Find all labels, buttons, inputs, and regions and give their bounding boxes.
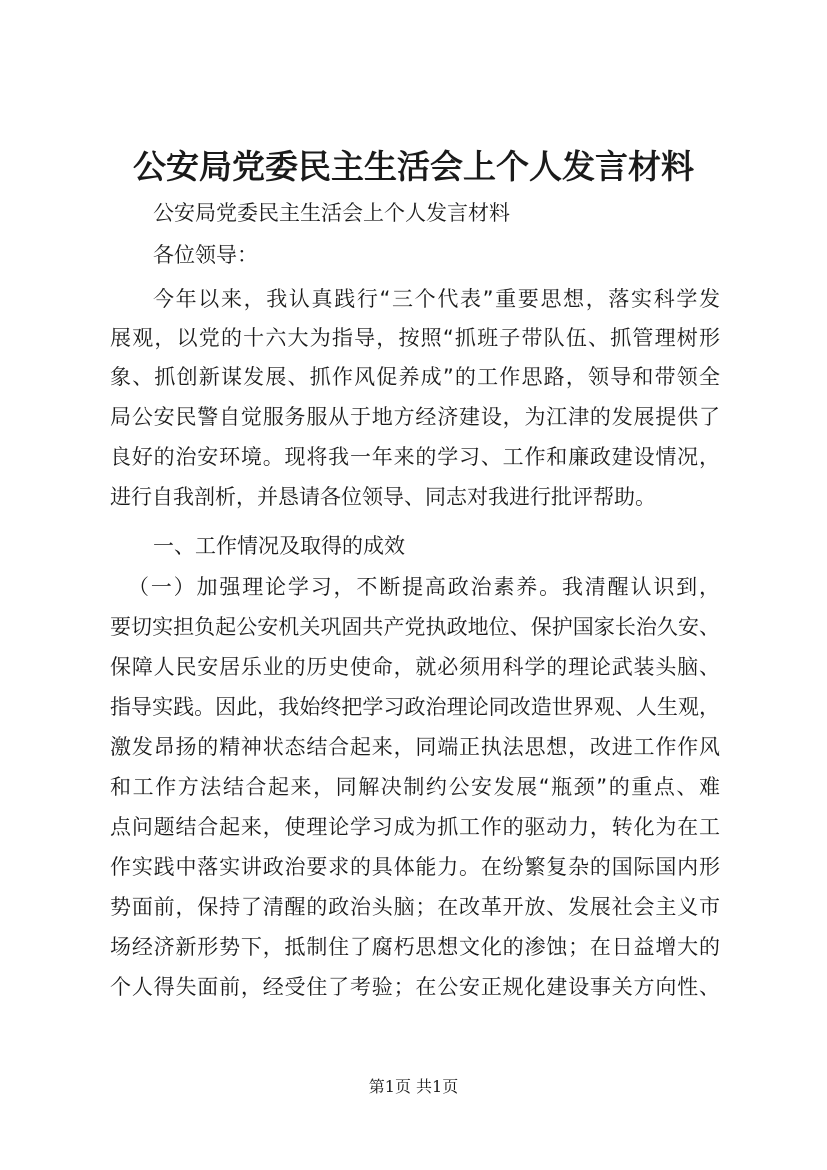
body-line: 展观，以党的十六大为指导，按照“抓班子带队伍、抓管理树形 xyxy=(110,326,720,350)
body-line: 保障人民安居乐业的历史使命，就必须用科学的理论武装头脑、 xyxy=(110,655,720,679)
body-line: 局公安民警自觉服务服从于地方经济建设，为江津的发展提供了 xyxy=(110,405,720,429)
body-line: 进行自我剖析，并恳请各位领导、同志对我进行批评帮助。 xyxy=(110,485,656,509)
body-line: 个人得失面前，经受住了考验；在公安正规化建设事关方向性、 xyxy=(110,975,720,999)
subtitle-line: 公安局党委民主生活会上个人发言材料 xyxy=(153,201,510,225)
body-line: 指导实践。因此，我始终把学习政治理论同改造世界观、人生观， xyxy=(110,695,720,719)
body-line: 作实践中落实讲政治要求的具体能力。在纷繁复杂的国际国内形 xyxy=(110,855,720,879)
body-line: 今年以来，我认真践行“三个代表”重要思想，落实科学发 xyxy=(153,287,720,311)
body-line: 良好的治安环境。现将我一年来的学习、工作和廉政建设情况， xyxy=(110,445,720,469)
body-line: 点问题结合起来，使理论学习成为抓工作的驱动力，转化为在工 xyxy=(110,815,720,839)
salutation-line: 各位领导： xyxy=(153,243,258,267)
page-number-footer: 第1页 共1页 xyxy=(368,1077,459,1096)
body-line: 象、抓创新谋发展、抓作风促养成”的工作思路，领导和带领全 xyxy=(110,365,720,389)
body-line: 势面前，保持了清醒的政治头脑；在改革开放、发展社会主义市 xyxy=(110,895,720,919)
body-line: （一）加强理论学习，不断提高政治素养。我清醒认识到， xyxy=(128,575,720,599)
body-line: 场经济新形势下，抵制住了腐朽思想文化的渗蚀；在日益增大的 xyxy=(110,935,720,959)
document-title: 公安局党委民主生活会上个人发言材料 xyxy=(133,147,694,186)
body-line: 和工作方法结合起来，同解决制约公安发展“瓶颈”的重点、难 xyxy=(110,775,720,799)
body-line: 要切实担负起公安机关巩固共产党执政地位、保护国家长治久安、 xyxy=(110,615,720,639)
body-line: 激发昂扬的精神状态结合起来，同端正执法思想，改进工作作风 xyxy=(110,735,720,759)
section-heading: 一、工作情况及取得的成效 xyxy=(153,534,405,558)
